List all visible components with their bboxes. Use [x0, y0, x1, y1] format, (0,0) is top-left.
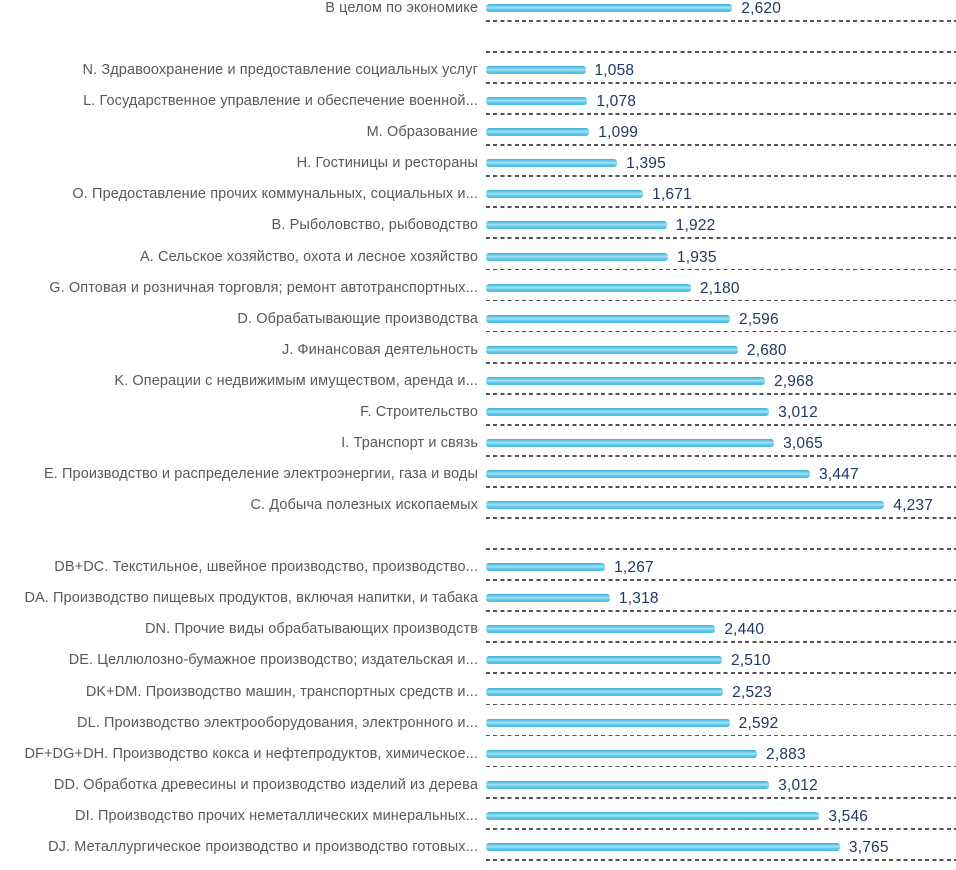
- value-bar: [486, 221, 667, 229]
- bar-row: [0, 715, 956, 746]
- value-bar: [486, 656, 722, 664]
- dashed-gridline: [486, 393, 956, 395]
- value-bar: [486, 377, 765, 385]
- bar-row: [0, 652, 956, 683]
- category-label: DE. Целлюлозно-бумажное производство; издательская и...: [68, 652, 478, 669]
- value-bar: [486, 470, 810, 478]
- dashed-gridline: [486, 20, 956, 22]
- bar-row: [0, 155, 956, 186]
- value-label: 1,395: [626, 155, 666, 173]
- category-label: E. Производство и распределение электроэнергии, газа и воды: [43, 466, 478, 483]
- category-label: H. Гостиницы и рестораны: [296, 155, 478, 172]
- value-label: 3,065: [783, 434, 823, 452]
- dashed-gridline: [486, 797, 956, 799]
- bar-row: [0, 0, 956, 31]
- value-label: 2,620: [741, 0, 782, 17]
- value-label: 2,592: [738, 714, 779, 732]
- category-label: L. Государственное управление и обеспечение военной...: [83, 93, 478, 110]
- value-bar: [486, 284, 691, 292]
- spacer-row: [0, 31, 956, 62]
- dashed-gridline: [486, 859, 956, 861]
- bar-row: [0, 249, 956, 280]
- value-bar: [486, 563, 605, 571]
- value-label: 1,078: [596, 93, 637, 111]
- category-label: G. Оптовая и розничная торговля; ремонт автотранспортных...: [49, 279, 478, 296]
- category-label: DI. Производство прочих неметаллических минеральных...: [75, 807, 478, 824]
- bar-row: [0, 497, 956, 528]
- value-label: 3,012: [778, 403, 818, 421]
- category-label: O. Предоставление прочих коммунальных, социальных и...: [72, 186, 478, 203]
- bar-row: [0, 808, 956, 839]
- value-label: 1,058: [594, 62, 635, 80]
- category-label: DK+DM. Производство машин, транспортных средств и...: [85, 683, 478, 700]
- dashed-gridline: [486, 455, 956, 457]
- value-label: 1,922: [675, 217, 716, 235]
- value-bar: [486, 408, 769, 416]
- category-label: M. Образование: [366, 124, 478, 141]
- dashed-gridline: [486, 51, 956, 53]
- category-label: D. Обрабатывающие производства: [237, 310, 478, 327]
- value-label: 2,523: [732, 683, 772, 701]
- bar-row: [0, 590, 956, 621]
- dashed-gridline: [486, 362, 956, 364]
- value-label: 2,968: [773, 372, 814, 390]
- value-label: 2,883: [766, 745, 806, 763]
- category-label: DF+DG+DH. Производство кокса и нефтепродуктов, химическое...: [24, 745, 478, 762]
- bar-row: [0, 621, 956, 652]
- value-bar: [486, 97, 587, 105]
- value-bar: [486, 159, 617, 167]
- dashed-gridline: [486, 331, 956, 333]
- value-bar: [486, 346, 738, 354]
- value-bar: [486, 843, 840, 851]
- value-label: 1,671: [652, 186, 692, 204]
- value-bar: [486, 66, 586, 74]
- category-label: A. Сельское хозяйство, охота и лесное хозяйство: [139, 248, 478, 265]
- value-bar: [486, 253, 668, 261]
- value-label: 2,680: [746, 341, 787, 359]
- value-label: 2,180: [699, 279, 740, 297]
- dashed-gridline: [486, 610, 956, 612]
- category-label: C. Добыча полезных ископаемых: [250, 497, 478, 514]
- value-bar: [486, 750, 757, 758]
- value-bar: [486, 4, 732, 12]
- value-bar: [486, 128, 589, 136]
- category-label: DD. Обработка древесины и производство изделий из дерева: [53, 776, 478, 793]
- dashed-gridline: [486, 237, 956, 239]
- value-label: 1,267: [614, 559, 654, 577]
- dashed-gridline: [486, 828, 956, 830]
- value-label: 4,237: [893, 497, 934, 515]
- bar-row: [0, 373, 956, 404]
- dashed-gridline: [486, 206, 956, 208]
- value-label: 2,596: [739, 310, 779, 328]
- bar-row: [0, 777, 956, 808]
- value-label: 2,440: [724, 621, 765, 639]
- bar-row: [0, 93, 956, 124]
- bar-row: [0, 186, 956, 217]
- bar-row: [0, 311, 956, 342]
- bar-row: [0, 217, 956, 248]
- dashed-gridline: [486, 735, 956, 737]
- dashed-gridline: [486, 113, 956, 115]
- category-label: DN. Прочие виды обрабатывающих производств: [144, 621, 478, 638]
- value-label: 1,099: [598, 124, 639, 142]
- value-bar: [486, 594, 610, 602]
- bar-row: [0, 435, 956, 466]
- dashed-gridline: [486, 486, 956, 488]
- dashed-gridline: [486, 766, 956, 768]
- dashed-gridline: [486, 424, 956, 426]
- value-bar: [486, 812, 819, 820]
- value-label: 1,318: [618, 590, 659, 608]
- category-label: F. Строительство: [360, 403, 478, 420]
- value-bar: [486, 315, 730, 323]
- bar-row: [0, 62, 956, 93]
- bar-row: [0, 280, 956, 311]
- category-label: B. Рыболовство, рыбоводство: [271, 217, 478, 234]
- dashed-gridline: [486, 175, 956, 177]
- category-label: DA. Производство пищевых продуктов, включая напитки, и табака: [24, 590, 478, 607]
- value-bar: [486, 781, 769, 789]
- value-bar: [486, 625, 715, 633]
- dashed-gridline: [486, 548, 956, 550]
- dashed-gridline: [486, 144, 956, 146]
- value-bar: [486, 688, 723, 696]
- dashed-gridline: [486, 579, 956, 581]
- spacer-row: [0, 528, 956, 559]
- bar-row: [0, 342, 956, 373]
- value-label: 2,510: [730, 652, 771, 670]
- category-label: K. Операции с недвижимым имуществом, аренда и...: [114, 372, 478, 389]
- value-bar: [486, 719, 730, 727]
- category-label: I. Транспорт и связь: [341, 434, 478, 451]
- value-label: 3,447: [819, 466, 859, 484]
- bar-row: [0, 839, 956, 870]
- category-label: J. Финансовая деятельность: [281, 341, 478, 358]
- dashed-gridline: [486, 269, 956, 271]
- category-label: DL. Производство электрооборудования, электронного и...: [77, 714, 478, 731]
- bar-row: [0, 746, 956, 777]
- bar-row: [0, 684, 956, 715]
- dashed-gridline: [486, 672, 956, 674]
- value-bar: [486, 439, 774, 447]
- dashed-gridline: [486, 641, 956, 643]
- category-label: DJ. Металлургическое производство и производство готовых...: [48, 838, 478, 855]
- value-label: 3,765: [848, 838, 889, 856]
- value-bar: [486, 190, 643, 198]
- dashed-gridline: [486, 300, 956, 302]
- value-label: 1,935: [676, 248, 717, 266]
- category-label: В целом по экономике: [325, 0, 478, 16]
- bar-row: [0, 404, 956, 435]
- category-label: N. Здравоохранение и предоставление социальных услуг: [82, 62, 478, 79]
- bar-row: [0, 466, 956, 497]
- category-label: DB+DC. Текстильное, швейное производство, производство...: [54, 559, 478, 576]
- value-label: 3,012: [778, 776, 818, 794]
- value-label: 3,546: [828, 807, 869, 825]
- bar-row: [0, 124, 956, 155]
- dashed-gridline: [486, 82, 956, 84]
- dashed-gridline: [486, 704, 956, 706]
- bar-row: [0, 559, 956, 590]
- dashed-gridline: [486, 517, 956, 519]
- value-bar: [486, 501, 884, 509]
